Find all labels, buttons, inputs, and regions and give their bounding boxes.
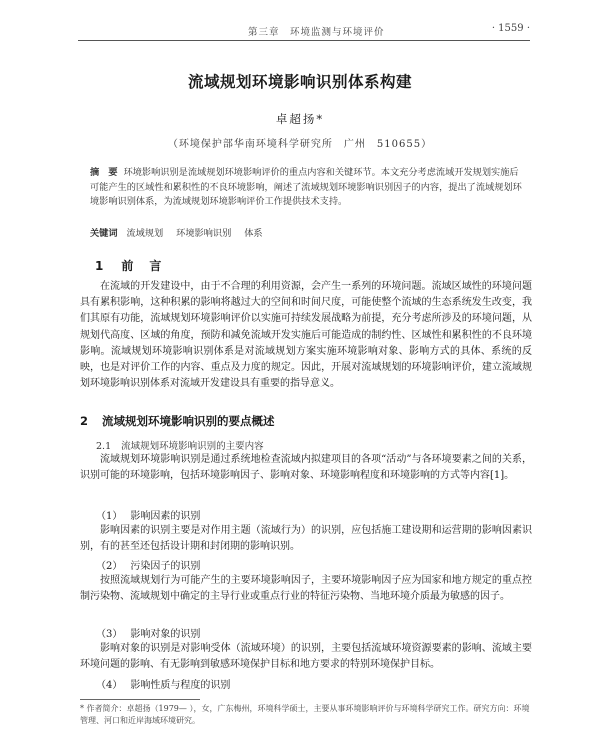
page-number: · 1559 ·: [491, 23, 530, 34]
item-paragraph: 按照流域规划行为可能产生的主要环境影响因子，主要环境影响因子应为国家和地方规定的重点控制污染物、流域规划中确定的主导行业或重点行业的特征污染物、当地环境介质最为敏感的因子。: [80, 575, 532, 603]
abstract-text: 环境影响识别是流域规划环境影响评价的重点内容和关键环节。本文充分考虑流域开发规划实施后可能产生的区域性和累积性的不良环境影响，阐述了流域规划环境影响识别因子的内容，提出了流域规划环境影响识别体系，为流域规划环境影响评价工作提供技术支持。: [90, 167, 522, 207]
section-number: 2: [80, 414, 89, 428]
item-number: （3）: [96, 629, 123, 640]
section-number: 1: [95, 259, 106, 273]
footnote: * 作者简介：卓超扬（1979— ），女，广东梅州，环境科学硕士，主要从事环境影响评价与环境科学研究工作。研究方向：环境管理、河口和近岸海域环境研究。: [80, 704, 530, 725]
keyword: 环境影响识别: [176, 228, 232, 239]
subsection-title: 流域规划环境影响识别的主要内容: [121, 441, 264, 452]
subsection-number: 2.1: [96, 441, 112, 452]
item-title: 污染因子的识别: [130, 561, 201, 572]
item-heading: [96, 625, 200, 640]
item-number: （1）: [96, 511, 123, 522]
author: 卓超扬*: [275, 112, 325, 126]
item-number: （2）: [96, 561, 123, 572]
affiliation: （环境保护部华南环境科学研究所 广州 510655）: [167, 139, 433, 150]
abstract-label: 摘 要: [90, 167, 118, 178]
running-head-chapter: 第三章 环境监测与环境评价: [248, 27, 385, 38]
running-head: [78, 22, 530, 41]
item-heading: [96, 557, 200, 572]
section-title: 流域规划环境影响识别的要点概述: [102, 414, 275, 428]
section-1-paragraph: 在流域的开发建设中，由于不合理的利用资源，会产生一系列的环境问题。流域区域性的环境问题具有累积影响，这种积累的影响将越过大的空间和时间尺度，可能使整个流域的生态系统发生改变，我们其原有功能，流域规划环境影响评价以实施可持续发展战略为前提，充分考虑所涉及的环境问题，从规划代高度、区域的角度，预防和减免流域开发实施后可能造成的制约性、区域性和累积性的不良环境影响。流域规划环境影响识别体系是对流域规划方案实施环境影响对象、影响方式的具体、系统的反映，也是对评价工作的内容、重点及力度的规定。因此，开展对流域规划的环境影响评价，建立流域规划环境影响识别体系对流域开发建设具有重要的指导意义。: [80, 281, 532, 390]
keyword: 流域规划: [126, 228, 164, 239]
item-paragraph: 影响因素的识别主要是对作用主题（流域行为）的识别，应包括施工建设期和运营期的影响因素识别，有的甚至还包括设计期和封闭期的影响识别。: [80, 525, 532, 553]
item-title: 影响对象的识别: [130, 629, 201, 640]
item-title: 影响性质与程度的识别: [130, 680, 231, 691]
keyword: 体系: [244, 228, 263, 239]
paper-title: 流域规划环境影响识别体系构建: [187, 73, 412, 91]
keywords-label: 关键词: [90, 228, 118, 239]
item-heading: [96, 676, 230, 691]
item-title: 影响因素的识别: [130, 511, 201, 522]
item-paragraph: 影响对象的识别是对影响受体（流域环境）的识别，主要包括流域环境资源要素的影响、流域主要环境问题的影响、有无影响到敏感环境保护目标和地方要求的特别环境保护目标。: [80, 643, 532, 671]
subsection-2-1-paragraph: 流域规划环境影响识别是通过系统地检查流域内拟建项目的各项“活动”与各环境要素之间的关系，识别可能的环境影响，包括环境影响因子、影响对象、环境影响程度和环境影响的方式等内容[1]。: [80, 454, 532, 482]
item-heading: [96, 507, 200, 522]
keywords: [90, 225, 525, 239]
item-number: （4）: [96, 680, 123, 691]
section-1-heading: [95, 257, 163, 274]
abstract: [90, 166, 525, 210]
section-2-heading: [80, 413, 275, 429]
section-title: 前 言: [121, 259, 164, 273]
subsection-2-1-heading: [96, 438, 264, 452]
footnote-divider: [80, 699, 200, 700]
